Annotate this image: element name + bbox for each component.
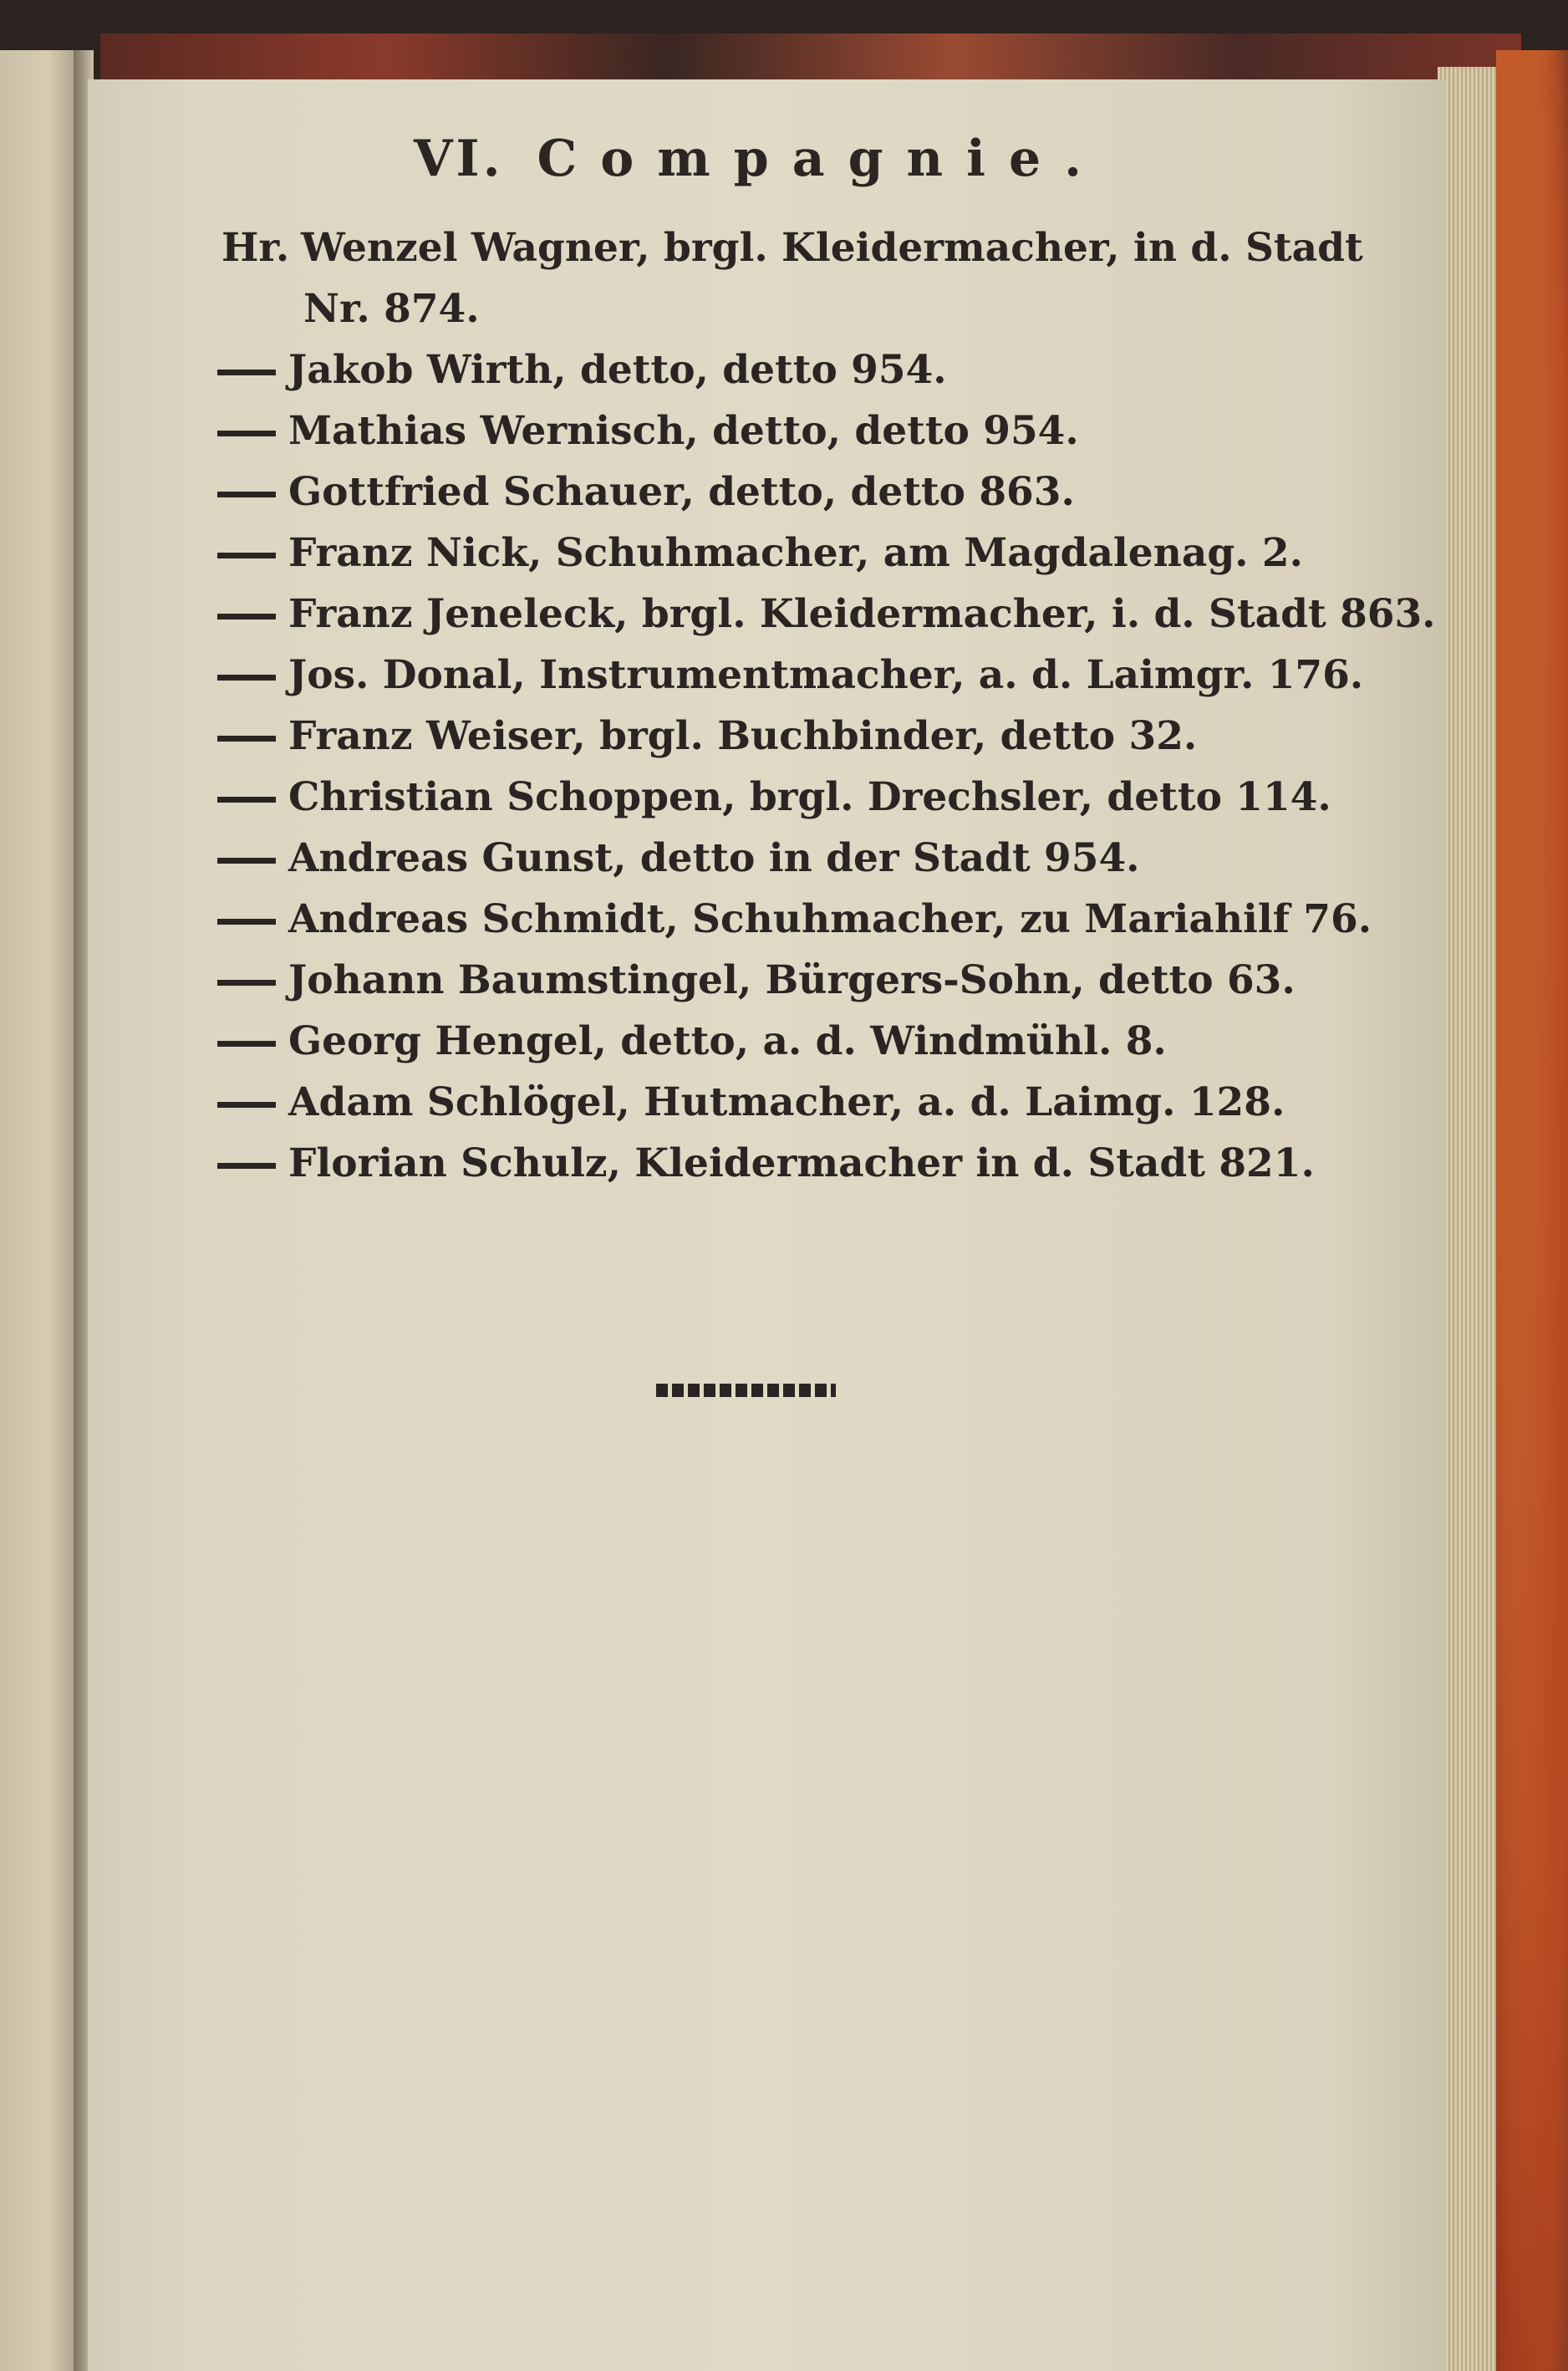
entry-text: Florian Schulz, Kleidermacher in d. Stadt 821. bbox=[288, 1140, 1315, 1186]
list-item bbox=[88, 584, 1446, 645]
list-item bbox=[88, 1072, 1446, 1133]
entry-text: Christian Schoppen, brgl. Drechsler, detto 114. bbox=[288, 774, 1331, 820]
list-item bbox=[88, 1133, 1446, 1194]
dash-mark bbox=[217, 553, 276, 558]
list-item bbox=[88, 1011, 1446, 1072]
dash-mark bbox=[217, 797, 276, 803]
list-item bbox=[88, 889, 1446, 950]
entry-text: Jos. Donal, Instrumentmacher, a. d. Laimgr. 176. bbox=[288, 652, 1364, 698]
dash-mark bbox=[217, 1102, 276, 1108]
book-page bbox=[88, 79, 1446, 2371]
list-item bbox=[88, 828, 1446, 889]
dash-mark bbox=[217, 919, 276, 925]
ornament-divider bbox=[656, 1384, 836, 1397]
dash-mark bbox=[217, 614, 276, 620]
entry-text: Nr. 874. bbox=[303, 286, 480, 332]
dash-mark bbox=[217, 370, 276, 375]
list-item bbox=[88, 706, 1446, 767]
entry-text: Georg Hengel, detto, a. d. Windmühl. 8. bbox=[288, 1018, 1167, 1064]
list-item bbox=[88, 645, 1446, 706]
list-item bbox=[88, 767, 1446, 828]
list-item bbox=[88, 461, 1446, 523]
entry-text: Jakob Wirth, detto, detto 954. bbox=[288, 347, 947, 393]
list-item-continuation bbox=[88, 278, 1446, 339]
list-item bbox=[88, 523, 1446, 584]
list-item bbox=[88, 400, 1446, 461]
entry-text: Adam Schlögel, Hutmacher, a. d. Laimg. 128. bbox=[288, 1079, 1285, 1125]
page-content bbox=[88, 79, 1446, 2371]
entry-text: Johann Baumstingel, Bürgers-Sohn, detto 63. bbox=[288, 957, 1296, 1003]
page-heading bbox=[414, 130, 1166, 188]
marbled-cover-edge bbox=[1496, 50, 1568, 2371]
entry-text: Franz Nick, Schuhmacher, am Magdalenag. 2. bbox=[288, 530, 1303, 576]
entry-text: Wenzel Wagner, brgl. Kleidermacher, in d. Stadt bbox=[301, 225, 1363, 271]
entry-prefix: Hr. bbox=[221, 225, 290, 271]
entry-text: Gottfried Schauer, detto, detto 863. bbox=[288, 469, 1075, 515]
list-item bbox=[88, 950, 1446, 1011]
dash-mark bbox=[217, 675, 276, 681]
list-item bbox=[88, 217, 1446, 278]
dash-mark bbox=[217, 431, 276, 436]
entry-text: Andreas Schmidt, Schuhmacher, zu Mariahilf 76. bbox=[288, 896, 1372, 942]
book-cover-top bbox=[100, 33, 1521, 84]
facing-page bbox=[0, 50, 79, 2371]
dash-mark bbox=[217, 1041, 276, 1047]
page-edges bbox=[1438, 67, 1496, 2371]
dash-mark bbox=[217, 858, 276, 864]
dash-mark bbox=[217, 980, 276, 986]
dash-mark bbox=[217, 736, 276, 742]
list-item bbox=[88, 339, 1446, 400]
entry-list bbox=[88, 217, 1446, 1194]
heading-word: Compagnie. bbox=[537, 130, 1106, 188]
entry-text: Franz Jeneleck, brgl. Kleidermacher, i. d. Stadt 863. bbox=[288, 591, 1436, 637]
dash-mark bbox=[217, 492, 276, 497]
entry-text: Mathias Wernisch, detto, detto 954. bbox=[288, 408, 1079, 454]
heading-number: VI. bbox=[414, 130, 504, 188]
dash-mark bbox=[217, 1163, 276, 1169]
entry-text: Andreas Gunst, detto in der Stadt 954. bbox=[288, 835, 1140, 881]
entry-text: Franz Weiser, brgl. Buchbinder, detto 32. bbox=[288, 713, 1198, 759]
